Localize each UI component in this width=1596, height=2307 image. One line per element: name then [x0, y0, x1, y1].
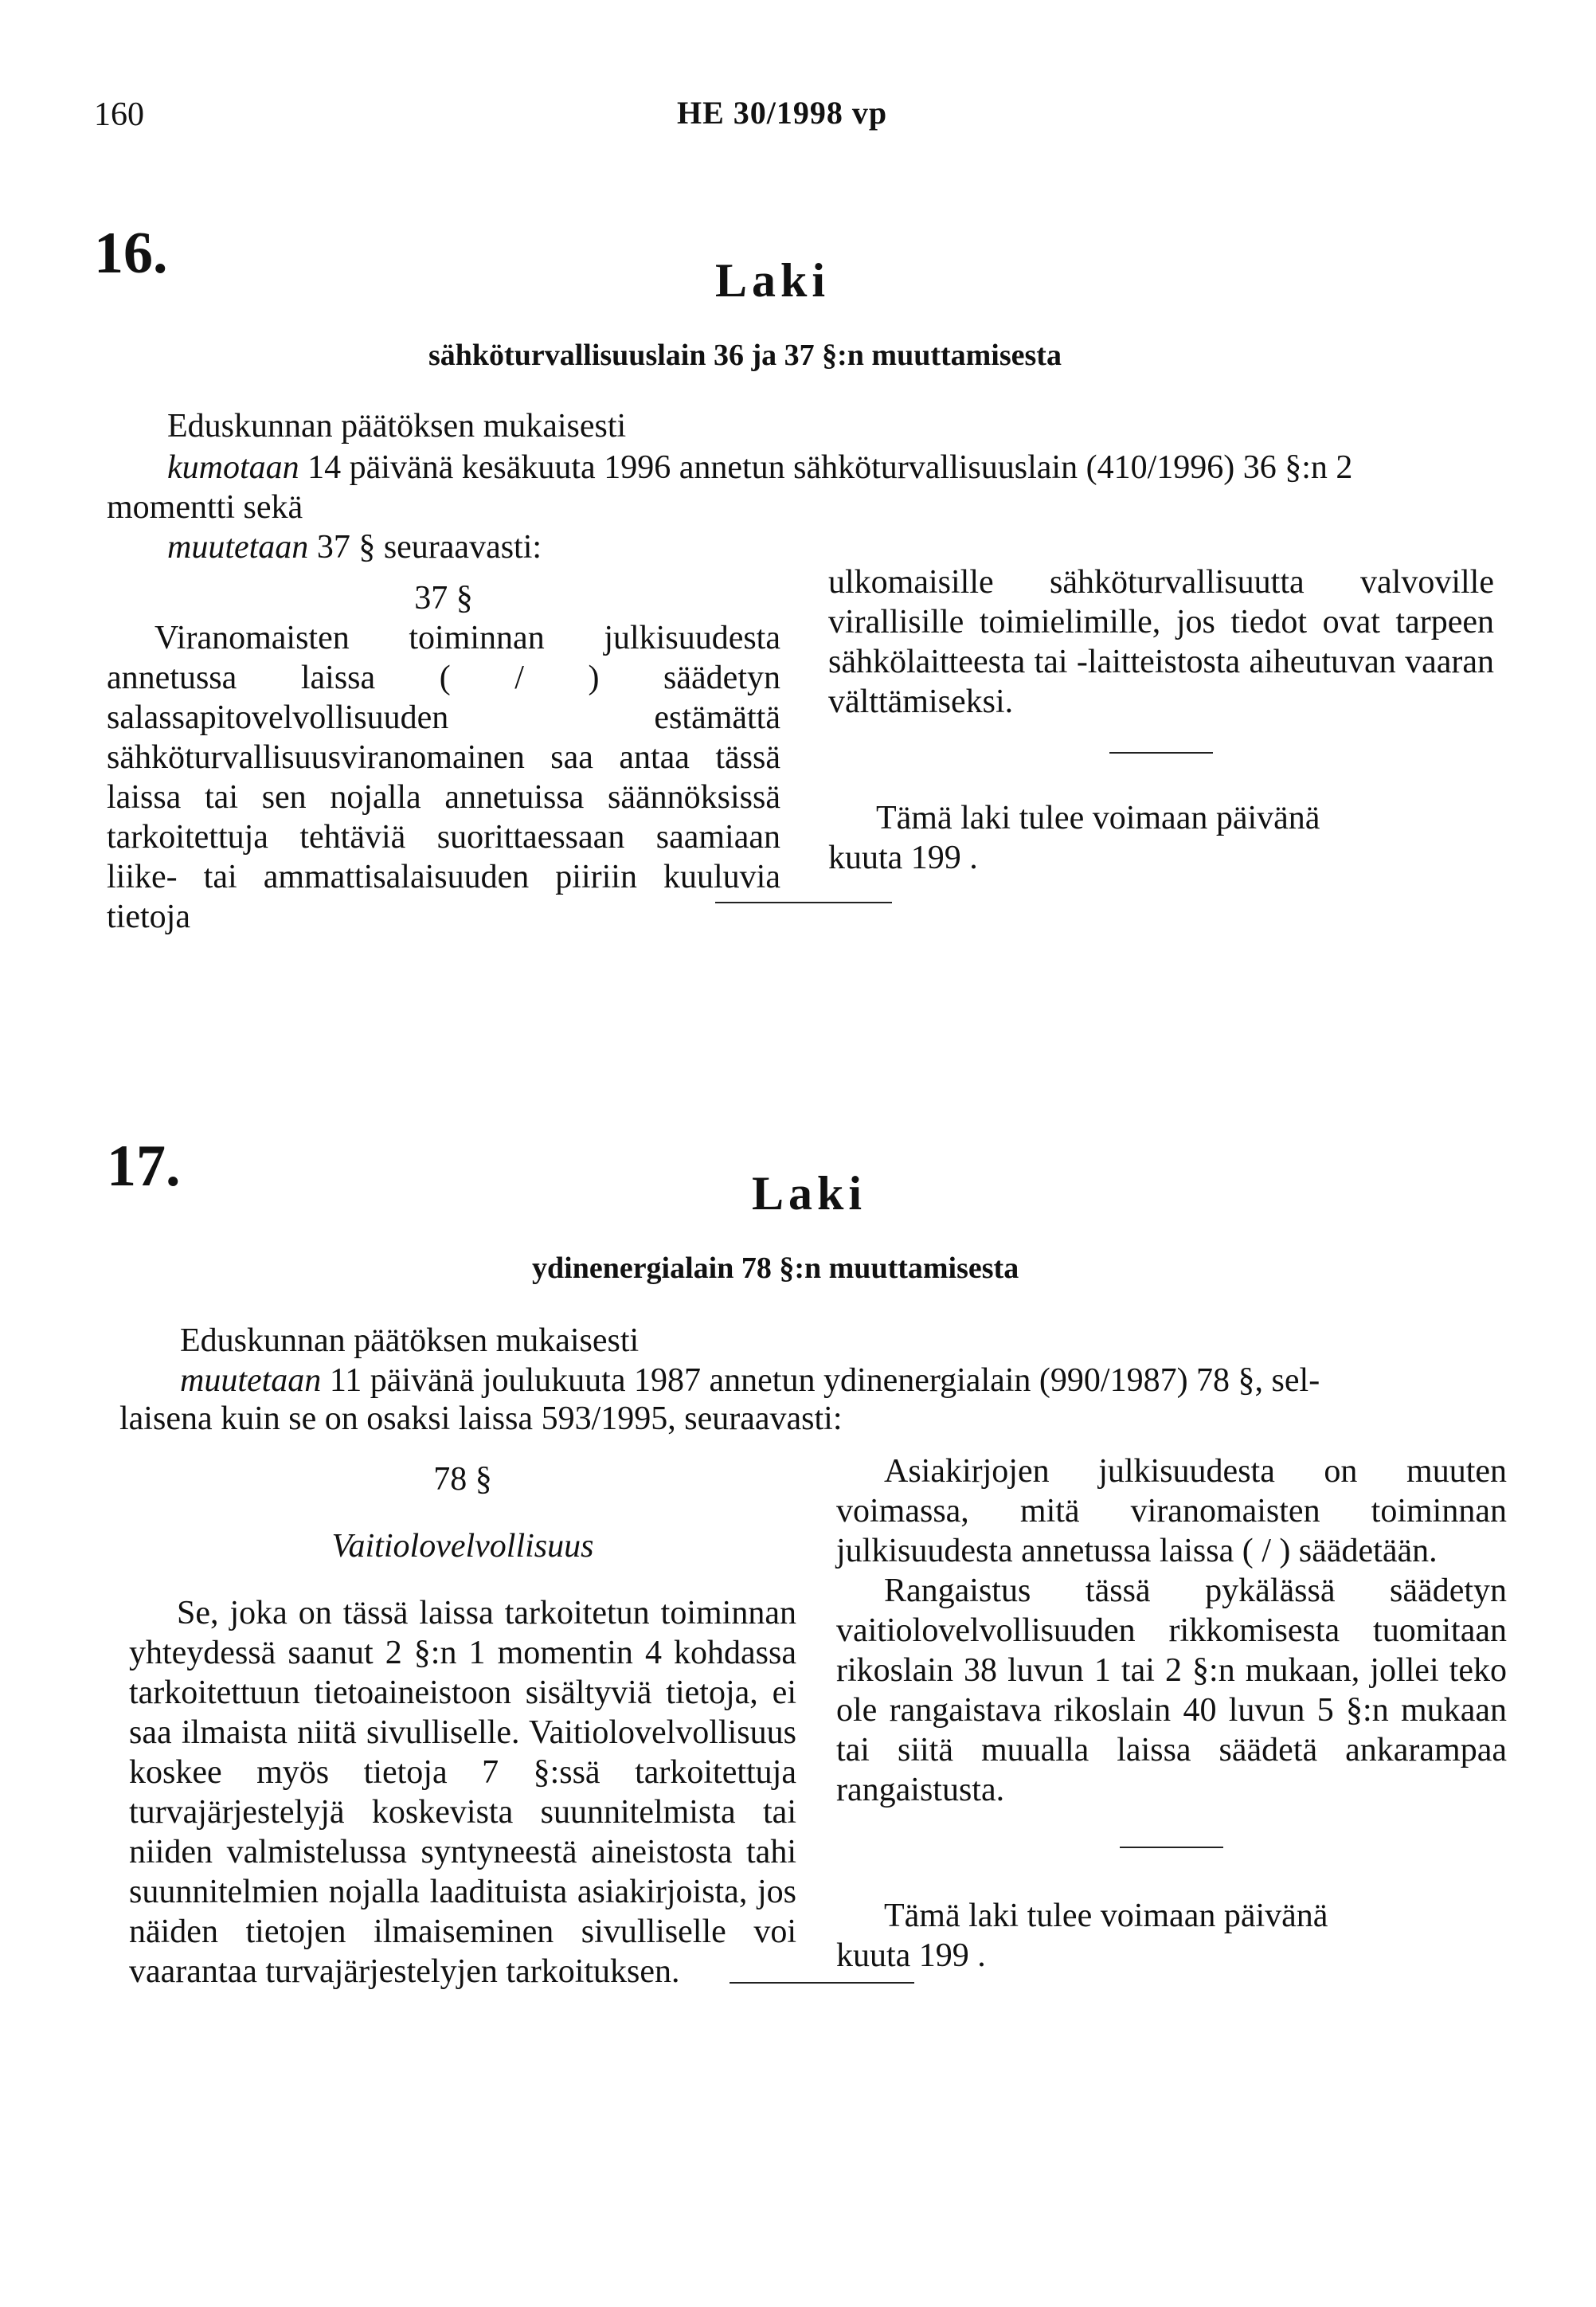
- law-17-number: 17.: [107, 1134, 181, 1199]
- law-17-title: Laki: [752, 1167, 867, 1220]
- law-16-line-4-text: 37 § seuraavasti:: [308, 529, 542, 566]
- law-16-line-3: momentti sekä: [107, 489, 303, 526]
- law-17-end-divider: [730, 1982, 914, 1984]
- law-16-right-column: [828, 562, 1494, 878]
- law-17-entry-line-2: kuuta 199 .: [836, 1937, 986, 1974]
- law-17-right-paragraph-1: Asiakirjojen julkisuudesta on muuten voimassa, mitä viranomaisten toiminnan julkisuudesta annetussa laissa ( / ) säädetään.: [836, 1453, 1507, 1569]
- law-16-line-2: [167, 448, 1352, 488]
- law-17-verb-muutetaan: muutetaan: [180, 1362, 322, 1399]
- running-title: HE 30/1998 vp: [677, 95, 888, 131]
- law-17-intro: Eduskunnan päätöksen mukaisesti: [180, 1322, 640, 1359]
- law-16-title: Laki: [715, 254, 831, 307]
- law-16-end-divider: [715, 902, 892, 903]
- law-17-section-title: Vaitiolovelvollisuus: [331, 1528, 594, 1565]
- short-divider: [1109, 752, 1213, 754]
- law-16-line-4: [167, 527, 542, 567]
- law-16-number: 16.: [94, 221, 168, 286]
- law-17-line-3: laisena kuin se on osaksi laissa 593/1995, seuraavasti:: [119, 1400, 843, 1437]
- law-16-section-heading: 37 §: [414, 580, 473, 617]
- law-17-entry-line-1: Tämä laki tulee voimaan päivänä: [884, 1898, 1328, 1934]
- page-number: 160: [94, 96, 144, 133]
- law-16-right-text: ulkomaisille sähköturvallisuutta valvoville virallisille toimielimille, jos tiedot ovat tarpeen sähkölaitteesta tai -laitteistosta aiheutuvan vaaran välttämiseksi.: [828, 564, 1494, 720]
- law-16-verb-kumotaan: kumotaan: [167, 449, 299, 486]
- law-16-verb-muutetaan: muutetaan: [167, 529, 309, 566]
- law-16-entry-line-1: Tämä laki tulee voimaan päivänä: [876, 800, 1320, 836]
- law-17-left-column: [129, 1459, 796, 1992]
- law-16-left-column: [107, 578, 780, 937]
- law-16-left-text: Viranomaisten toiminnan julkisuudesta annetussa laissa ( / ) säädetyn salassapitovelvollisuuden estämättä sähköturvallisuusviranomainen saa antaa tässä laissa tai sen nojalla annetuissa säännöksissä tarkoitettuja tehtäviä suorittaessaan saamiaan liike- tai ammattisalaisuuden piiriin kuuluvia tietoja: [107, 620, 780, 935]
- law-17-line-2-text: 11 päivänä joulukuuta 1987 annetun ydinenergialain (990/1987) 78 §, sel-: [321, 1362, 1320, 1399]
- law-16-intro: Eduskunnan päätöksen mukaisesti: [167, 408, 627, 445]
- law-17-section-heading: 78 §: [433, 1461, 492, 1498]
- law-17-subtitle: ydinenergialain 78 §:n muuttamisesta: [532, 1251, 1019, 1285]
- law-17-line-2: [180, 1361, 1320, 1400]
- law-17-right-paragraph-2: Rangaistus tässä pykälässä säädetyn vaitiolovelvollisuuden rikkomisesta tuomitaan rikoslain 38 luvun 1 tai 2 §:n mukaan, jollei teko ole rangaistava rikoslain 40 luvun 5 §:n mukaan tai siitä muualla laissa säädetä ankarampaa rangaistusta.: [836, 1573, 1507, 1808]
- law-16-subtitle: sähköturvallisuuslain 36 ja 37 §:n muuttamisesta: [428, 339, 1062, 372]
- law-17-left-text: Se, joka on tässä laissa tarkoitetun toiminnan yhteydessä saanut 2 §:n 1 momentin 4 kohdassa tarkoitettuun tietoaineistoon sisältyviä tietoja, ei saa ilmaista niitä sivulliselle. Vaitiolovelvollisuus koskee myös tietoja 7 §:ssä tarkoitettuja turvajärjestelyjä koskevista suunnitelmista tai niiden valmistelussa syntyneestä aineistosta tahi suunnitelmien nojalla laadituista asiakirjoista, jos näiden tietojen ilmaiseminen sivulliselle voi vaarantaa turvajärjestelyjen tarkoituksen.: [129, 1595, 796, 1990]
- law-17-right-column: [836, 1451, 1507, 1976]
- law-16-entry-line-2: kuuta 199 .: [828, 840, 978, 876]
- law-16-line-2-text: 14 päivänä kesäkuuta 1996 annetun sähköturvallisuuslain (410/1996) 36 §:n 2: [299, 449, 1353, 486]
- short-divider: [1120, 1847, 1223, 1848]
